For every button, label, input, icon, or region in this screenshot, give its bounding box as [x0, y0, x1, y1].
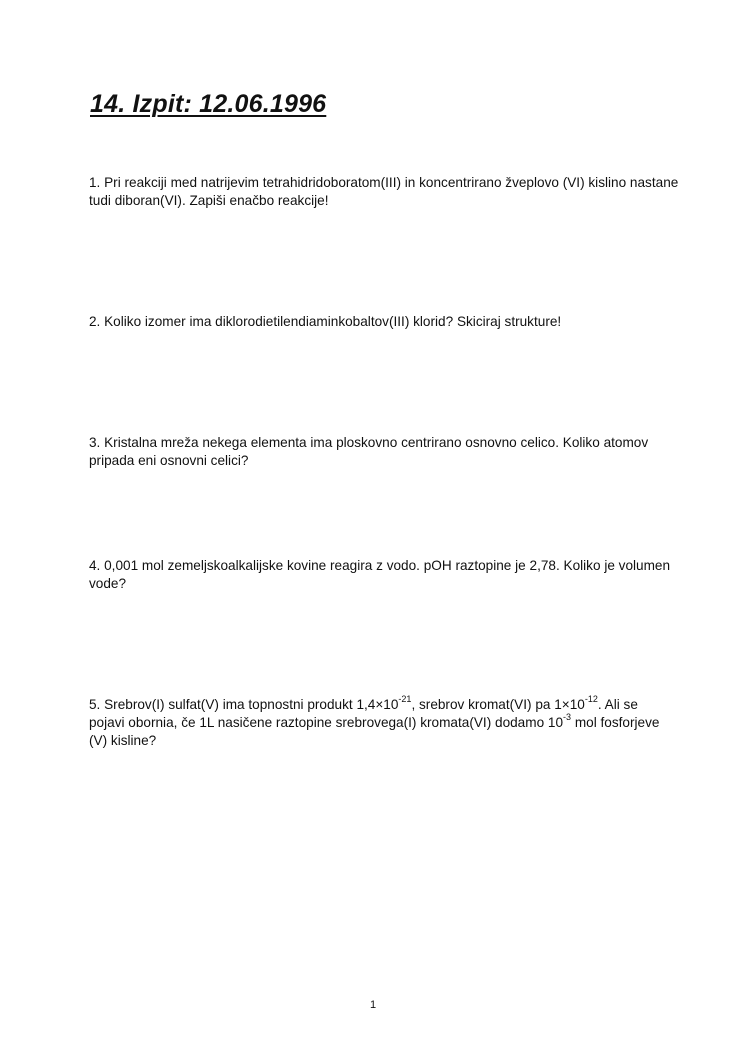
q5-exponent-b: -12	[584, 694, 598, 705]
q5-exponent-a: -21	[398, 694, 412, 705]
page-number: 1	[370, 999, 377, 1011]
q5-text-c: . Ali se pojavi obornia, če 1L nasičene raztopine srebrovega(I) kromata(VI) dodamo 10	[89, 697, 638, 730]
question-5	[89, 696, 669, 750]
page-title: 14. Izpit: 12.06.1996	[90, 90, 327, 118]
q5-text-b: , srebrov kromat(VI) pa 1×10	[411, 697, 585, 712]
q5-text-d: mol fosforjeve (V) kisline?	[89, 715, 660, 748]
question-2: 2. Koliko izomer ima diklorodietilendiaminkobaltov(III) klorid? Skiciraj strukture!	[89, 314, 562, 329]
question-4: 4. 0,001 mol zemeljskoalkalijske kovine reagira z vodo. pOH raztopine je 2,78. Koliko je volumen vode?	[89, 558, 671, 591]
q5-text-a: 5. Srebrov(I) sulfat(V) ima topnostni produkt 1,4×10	[89, 697, 399, 712]
q5-exponent-c: -3	[563, 712, 572, 723]
question-3: 3. Kristalna mreža nekega elementa ima ploskovno centrirano osnovno celico. Koliko atomov pripada eni osnovni celici?	[89, 435, 649, 468]
question-1: 1. Pri reakciji med natrijevim tetrahidridoboratom(III) in koncentrirano žveplovo (VI) kislino nastane tudi diboran(VI). Zapiši enačbo reakcije!	[89, 175, 679, 208]
